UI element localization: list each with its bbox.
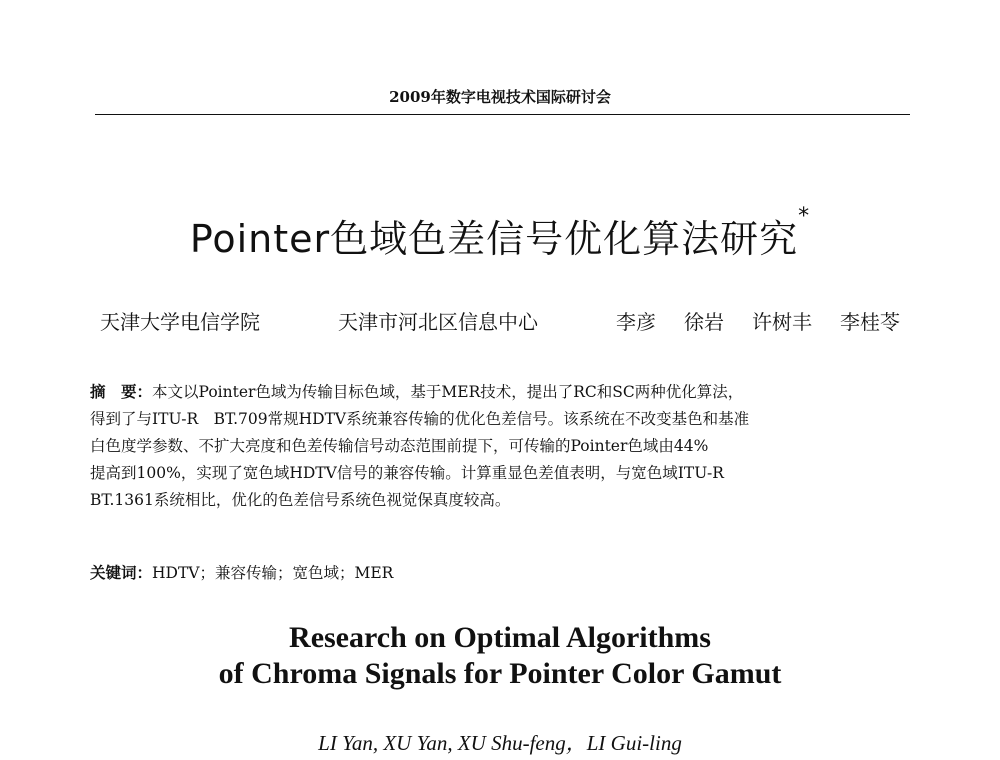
keywords-label: 关键词：: [90, 564, 153, 582]
author-cn: 李彦: [616, 310, 656, 334]
abstract-line: 提高到100%，实现了宽色域HDTV信号的兼容传输。计算重显色差值表明，与宽色域ITU-R: [90, 464, 724, 482]
keywords: [90, 561, 910, 583]
abstract-text: 本文以Pointer色域为传输目标色域，基于MER技术，提出了RC和SC两种优化算法，: [152, 383, 744, 401]
title-footnote-mark: *: [798, 204, 811, 229]
affiliation-line: [100, 306, 900, 335]
english-title: [0, 620, 1000, 692]
header-rule: [95, 114, 910, 115]
abstract-line: 得到了与ITU-R BT.709常规HDTV系统兼容传输的优化色差信号。该系统在不改变基色和基准: [90, 410, 750, 428]
abstract-line: [90, 378, 910, 406]
author-cn: 徐岩: [684, 310, 724, 334]
abstract: [90, 378, 910, 514]
author-list-cn: [616, 306, 900, 335]
keywords-text: HDTV；兼容传输；宽色域；MER: [152, 564, 394, 582]
english-title-line-2: of Chroma Signals for Pointer Color Gamut: [218, 657, 782, 690]
conference-header: 2009年数字电视技术国际研讨会: [389, 88, 611, 106]
affiliation-org-1: 天津大学电信学院: [100, 310, 260, 334]
english-title-line-1: Research on Optimal Algorithms: [289, 621, 711, 654]
abstract-line: BT.1361系统相比，优化的色差信号系统色视觉保真度较高。: [90, 491, 511, 509]
chinese-title: [0, 204, 1000, 263]
affiliation-org-2: 天津市河北区信息中心: [338, 310, 538, 334]
author-cn: 许树丰: [752, 310, 812, 334]
abstract-line: 白色度学参数、不扩大亮度和色差传输信号动态范围前提下，可传输的Pointer色域由44%: [90, 437, 709, 455]
author-cn: 李桂苓: [840, 310, 900, 334]
abstract-label: 摘 要：: [90, 382, 153, 401]
chinese-title-text: Pointer色域色差信号优化算法研究: [189, 217, 799, 261]
english-authors: LI Yan, XU Yan, XU Shu-feng，LI Gui-ling: [318, 731, 682, 755]
